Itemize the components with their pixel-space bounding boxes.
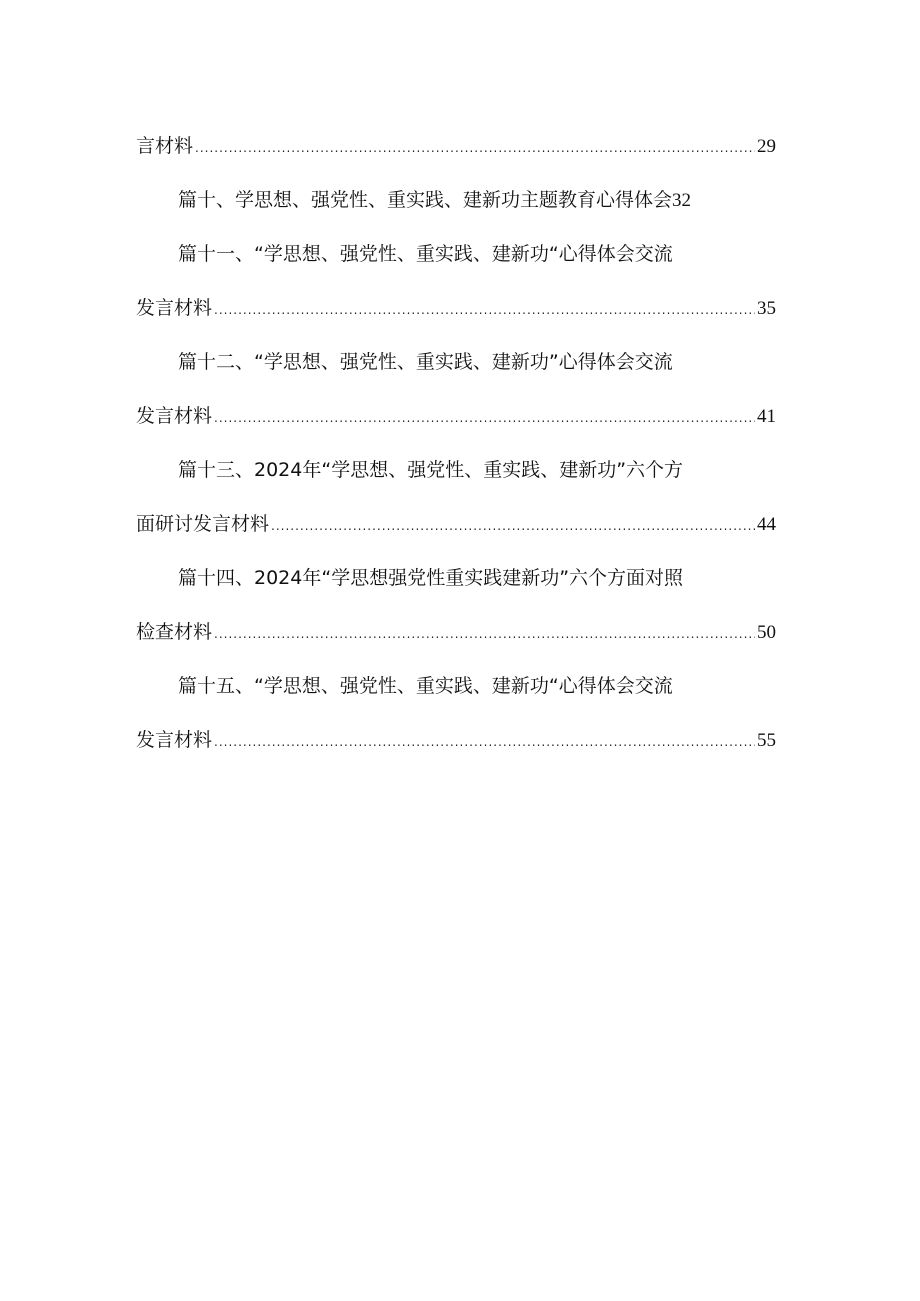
toc-page-number: 44 bbox=[757, 514, 776, 535]
toc-page-number: 55 bbox=[757, 730, 776, 751]
toc-entry-text: 检查材料 bbox=[136, 621, 213, 643]
toc-entry-10[interactable] bbox=[136, 182, 776, 218]
dot-leader bbox=[214, 724, 755, 760]
toc-entry-text: 发言材料 bbox=[136, 729, 213, 751]
toc-entry-14-continuation[interactable] bbox=[136, 614, 776, 650]
toc-entry-text: 篇十四、2024年“学思想强党性重实践建新功”六个方面对照 bbox=[178, 567, 684, 589]
dot-leader bbox=[271, 508, 755, 544]
toc-page-number: 41 bbox=[757, 406, 776, 427]
toc-entry-11-continuation[interactable] bbox=[136, 290, 776, 326]
dot-leader bbox=[214, 616, 755, 652]
toc-page-number: 29 bbox=[757, 136, 776, 157]
dot-leader bbox=[214, 292, 755, 328]
toc-entry-text: 篇十五、“学思想、强党性、重实践、建新功“心得体会交流 bbox=[178, 675, 673, 697]
toc-entry-15[interactable] bbox=[136, 668, 776, 704]
dot-leader bbox=[214, 400, 755, 436]
toc-page-number: 35 bbox=[757, 298, 776, 319]
table-of-contents bbox=[136, 128, 776, 758]
toc-entry-14[interactable] bbox=[136, 560, 776, 596]
toc-page-number: 50 bbox=[757, 622, 776, 643]
toc-entry-15-continuation[interactable] bbox=[136, 722, 776, 758]
toc-entry-11[interactable] bbox=[136, 236, 776, 272]
toc-entry-text: 篇十一、“学思想、强党性、重实践、建新功“心得体会交流 bbox=[178, 243, 673, 265]
dot-leader bbox=[195, 130, 755, 166]
toc-entry-text: 发言材料 bbox=[136, 405, 213, 427]
toc-entry-13-continuation[interactable] bbox=[136, 506, 776, 542]
toc-entry-text: 言材料 bbox=[136, 135, 194, 157]
toc-entry-text: 发言材料 bbox=[136, 297, 213, 319]
toc-page-number: 32 bbox=[672, 190, 692, 211]
toc-entry-12[interactable] bbox=[136, 344, 776, 380]
toc-entry-text: 篇十、学思想、强党性、重实践、建新功主题教育心得体会 bbox=[178, 189, 673, 211]
toc-entry-12-continuation[interactable] bbox=[136, 398, 776, 434]
toc-entry-13[interactable] bbox=[136, 452, 776, 488]
toc-entry-9-continuation[interactable] bbox=[136, 128, 776, 164]
toc-entry-text: 面研讨发言材料 bbox=[136, 513, 270, 535]
toc-entry-text: 篇十三、2024年“学思想、强党性、重实践、建新功”六个方 bbox=[178, 459, 684, 481]
toc-entry-text: 篇十二、“学思想、强党性、重实践、建新功”心得体会交流 bbox=[178, 351, 673, 373]
